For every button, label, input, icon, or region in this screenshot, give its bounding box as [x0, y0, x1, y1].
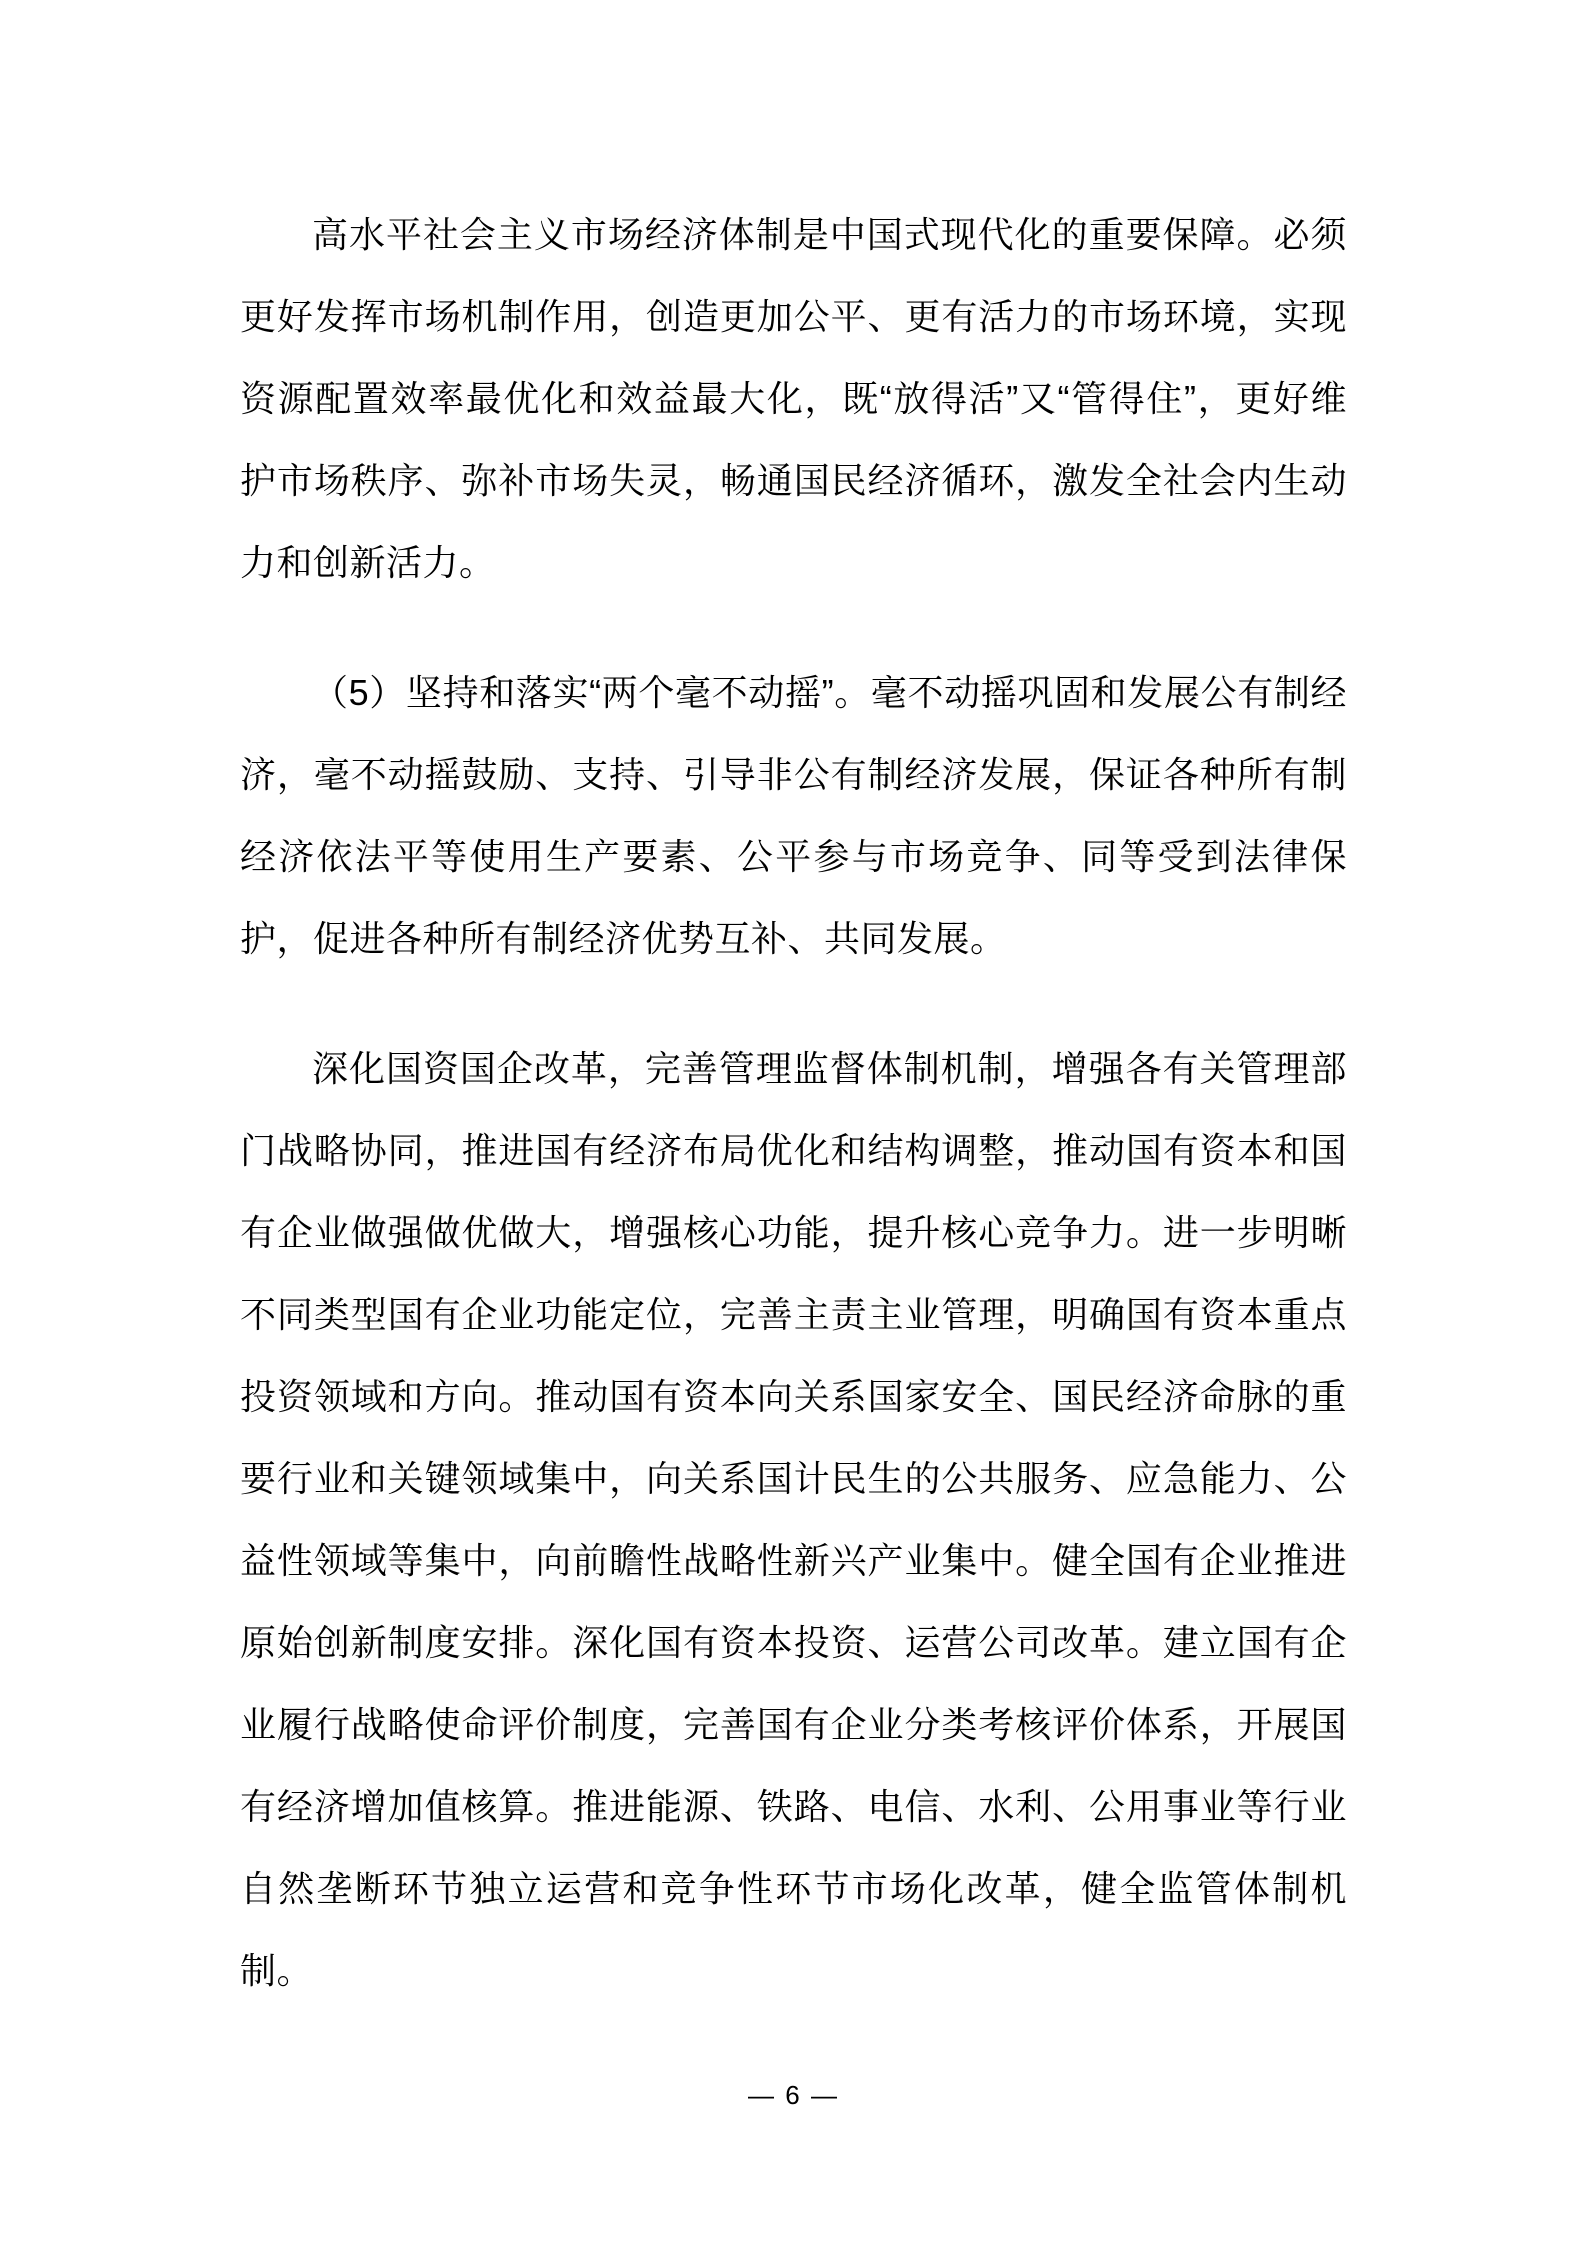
page-number: — 6 — — [748, 2080, 839, 2110]
document-body — [240, 194, 1347, 2012]
paragraph-item-5-two-unwaverings: （5）坚持和落实“两个毫不动摇”。毫不动摇巩固和发展公有制经济，毫不动摇鼓励、支持、引导非公有制经济发展，保证各种所有制经济依法平等使用生产要素、公平参与市场竞争、同等受到法律保护，促进各种所有制经济优势互补、共同发展。 — [240, 672, 1347, 959]
paragraph-intro-market-economy: 高水平社会主义市场经济体制是中国式现代化的重要保障。必须更好发挥市场机制作用，创造更加公平、更有活力的市场环境，实现资源配置效率最优化和效益最大化，既“放得活”又“管得住”，更好维护市场秩序、弥补市场失灵，畅通国民经济循环，激发全社会内生动力和创新活力。 — [240, 214, 1347, 583]
paragraph-soe-reform: 深化国资国企改革，完善管理监督体制机制，增强各有关管理部门战略协同，推进国有经济布局优化和结构调整，推动国有资本和国有企业做强做优做大，增强核心功能，提升核心竞争力。进一步明晰不同类型国有企业功能定位，完善主责主业管理，明确国有资本重点投资领域和方向。推动国有资本向关系国家安全、国民经济命脉的重要行业和关键领域集中，向关系国计民生的公共服务、应急能力、公益性领域等集中，向前瞻性战略性新兴产业集中。健全国有企业推进原始创新制度安排。深化国有资本投资、运营公司改革。建立国有企业履行战略使命评价制度，完善国有企业分类考核评价体系，开展国有经济增加值核算。推进能源、铁路、电信、水利、公用事业等行业自然垄断环节独立运营和竞争性环节市场化改革，健全监管体制机制。 — [240, 1048, 1347, 1991]
